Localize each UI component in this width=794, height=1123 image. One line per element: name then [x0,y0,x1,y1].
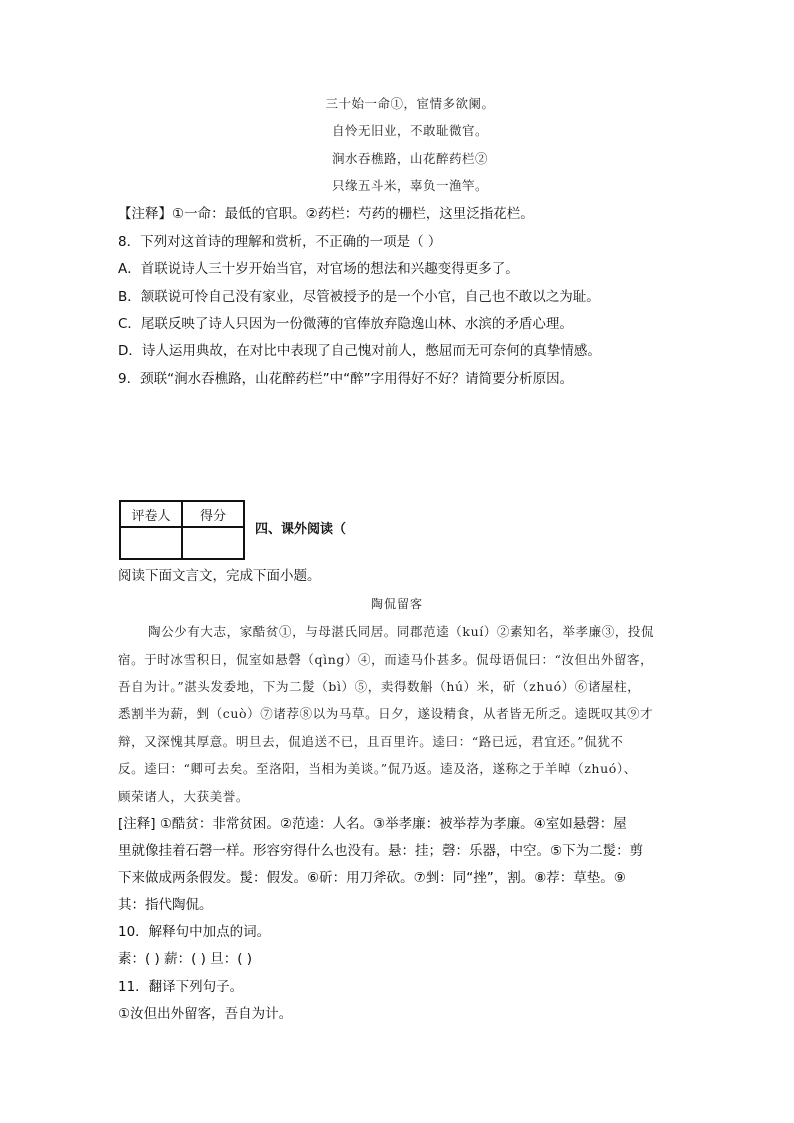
question-8-option-b: B．颔联说可怜自己没有家业，尽管被授予的是一个小官，自己也不敢以之为耻。 [118,289,600,305]
section-title: 四、课外阅读（ [255,522,347,537]
poem-line-2: 自怜无旧业，不敢耻微官。 [331,123,488,138]
score-table [119,500,245,560]
story-line-1: 陶公少有大志，家酷贫①，与母湛氏同居。同郡范逵（kuí）②素知名，举孝廉③，投侃 [148,624,655,639]
poem-line-3: 涧水吞樵路，山花醉药栏② [331,151,488,166]
poem-note: 【注释】①一命：最低的官职。②药栏：芍药的栅栏，这里泛指花栏。 [118,206,534,222]
score-table-header-score: 得分 [182,501,244,527]
score-table-grader-cell[interactable] [120,527,182,559]
question-10-blanks: 素：( ) 薪：( ) 旦：( ) [118,951,253,967]
score-table-score-cell[interactable] [182,527,244,559]
story-note-3: 下来做成两条假发。髲：假发。⑥斫：用刀斧砍。⑦剉：同“挫”，割。⑧荐：草垫。⑨ [118,870,626,886]
story-line-5: 辩，又深愧其厚意。明旦去，侃追送不已，且百里许。逵曰：“路已远，君宜还。”侃犹不 [118,734,624,749]
story-note-2: 里就像挂着石磬一样。形容穷得什么也没有。悬：挂；磬：乐器，中空。⑤下为二髲：剪 [118,843,644,859]
story-title: 陶侃留客 [370,597,423,611]
story-line-3: 吾自为计。”湛头发委地，下为二髲（bì）⑤，卖得数斛（hú）米，斫（zhuó）⑥诸屋柱， [118,679,641,694]
story-line-7: 顾荣诸人，大获美誉。 [118,789,250,804]
story-note-4: 其：指代陶侃。 [118,897,213,913]
story-line-6: 反。逵曰：“卿可去矣。至洛阳，当相为美谈。”侃乃返。逵及洛，遂称之于羊晫（zhuó）、 [118,761,637,776]
question-8-option-a: A．首联说诗人三十岁开始当官，对官场的想法和兴趣变得更多了。 [118,261,519,277]
score-table-header-grader: 评卷人 [120,501,182,527]
story-note-1: [注释] ①酷贫：非常贫困。②范逵：人名。③举孝廉：被举荐为孝廉。④室如悬磬：屋 [118,816,627,832]
question-9-stem: 9．颈联“涧水吞樵路，山花醉药栏”中“醉”字用得好不好？请简要分析原因。 [118,371,574,387]
story-line-2: 宿。于时冰雪积日，侃室如悬磬（qìng）④，而逵马仆甚多。侃母语侃曰：“汝但出外留客， [118,652,654,667]
question-8-option-d: D．诗人运用典故，在对比中表现了自己愧对前人，憋屈而无可奈何的真挚情感。 [118,343,601,359]
question-8-option-c: C．尾联反映了诗人只因为一份微薄的官俸放弃隐逸山林、水滨的矛盾心理。 [118,316,573,332]
question-10-stem: 10．解释句中加点的词。 [118,924,271,940]
story-line-4: 悉割半为薪，剉（cuò）⑦诸荐⑧以为马草。日夕，遂设精食，从者皆无所乏。逵既叹其⑨才 [118,706,654,721]
question-11-stem: 11．翻译下列句子。 [118,979,244,995]
poem-line-4: 只缘五斗米，辜负一渔竿。 [331,178,488,193]
poem-line-1: 三十始一命①，宦情多欲阑。 [325,96,495,111]
question-8-stem: 8．下列对这首诗的理解和赏析，不正确的一项是（ ） [118,234,442,250]
reading-instruction: 阅读下面文言文，完成下面小题。 [118,568,321,584]
question-11-item-1: ①汝但出外留客，吾自为计。 [118,1006,293,1022]
